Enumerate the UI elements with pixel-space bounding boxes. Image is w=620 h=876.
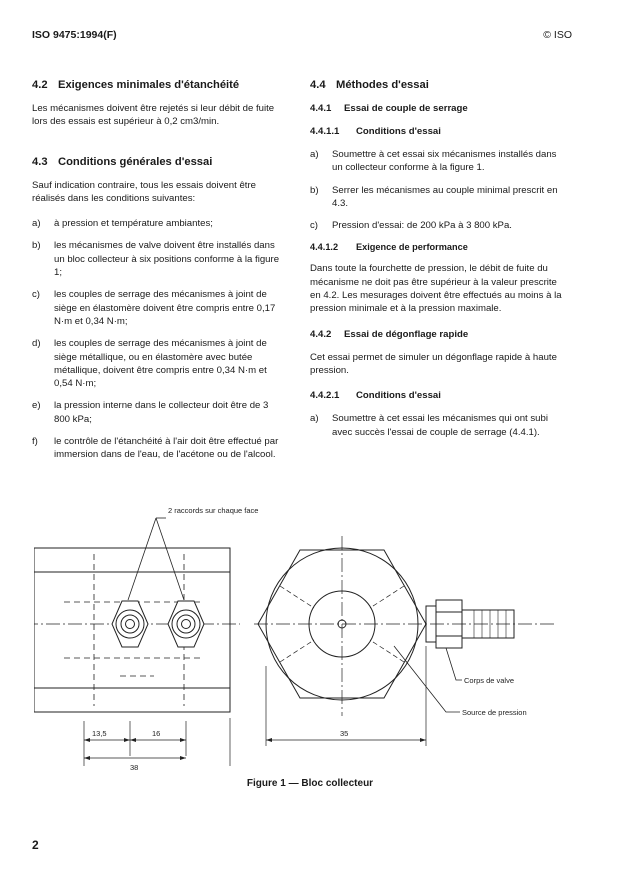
figure-caption: Figure 1 — Bloc collecteur bbox=[246, 778, 374, 789]
standard-reference: ISO 9475:1994(F) bbox=[32, 29, 117, 41]
section-title: Essai de couple de serrage bbox=[344, 103, 468, 114]
section-title: Conditions générales d'essai bbox=[58, 155, 213, 168]
dimension-label: 16 bbox=[152, 729, 161, 738]
list-item bbox=[310, 184, 562, 211]
list-item-label: e) bbox=[32, 400, 41, 412]
section-title: Conditions d'essai bbox=[356, 390, 441, 402]
section-title: Méthodes d'essai bbox=[336, 79, 429, 91]
section-number: 4.2 bbox=[32, 79, 48, 91]
section-number: 4.4 bbox=[310, 79, 326, 91]
list-item-label: f) bbox=[32, 436, 38, 448]
list-item-text: le contrôle de l'étanchéité à l'air doit être effectué par immersion dans de l'eau, de l'acétone ou de l'alcool. bbox=[54, 436, 279, 461]
callout-connections bbox=[168, 506, 258, 515]
callout-valve-body: Corps de valve bbox=[464, 676, 515, 685]
section-title: Conditions d'essai bbox=[356, 126, 441, 137]
list-item bbox=[32, 239, 282, 279]
callout-pressure-source: Source de pression bbox=[462, 708, 527, 717]
list-item-label: c) bbox=[32, 289, 40, 301]
section-4-4-1-2-body: Dans toute la fourchette de pression, le débit de fuite du mécanisme ne doit pas être supérieur à la valeur prescrite en 4.2. Les mesurages doivent être effectués au moins à la pression minimale et à la pression maximale. bbox=[310, 263, 562, 315]
list-item bbox=[32, 337, 282, 390]
list-item-text: les mécanismes de valve doivent être installés dans un bloc collecteur à six positions conforme à la figure 1; bbox=[54, 240, 280, 279]
port-connection-left bbox=[112, 601, 148, 647]
section-title: Exigences minimales d'étanchéité bbox=[58, 79, 240, 91]
section-number: 4.4.2 bbox=[310, 328, 332, 340]
section-number: 4.4.2.1 bbox=[310, 390, 340, 402]
section-4-4-heading bbox=[310, 78, 562, 92]
list-item bbox=[32, 399, 282, 426]
copyright-mark: © ISO bbox=[543, 29, 572, 41]
section-4-2-body: Les mécanismes doivent être rejetés si leur débit de fuite lors des essais est supérieur à 0,2 cm3/min. bbox=[32, 103, 275, 128]
manifold-block-drawing bbox=[34, 496, 574, 776]
list-item-text: Serrer les mécanismes au couple minimal prescrit en 4.3. bbox=[332, 184, 558, 209]
list-item bbox=[310, 412, 562, 439]
section-4-4-1-heading bbox=[310, 102, 562, 115]
list-item-label: a) bbox=[310, 413, 319, 425]
section-4-4-2-heading bbox=[310, 328, 562, 341]
list-item-label: a) bbox=[310, 149, 319, 160]
list-item-label: a) bbox=[32, 218, 41, 230]
list-item-text: Soumettre à cet essai six mécanismes installés dans un collecteur conforme à la figure 1. bbox=[332, 149, 557, 174]
list-item-label: c) bbox=[310, 220, 318, 232]
section-4-3-intro: Sauf indication contraire, tous les essais doivent être réalisés dans les conditions suivantes: bbox=[32, 179, 256, 204]
list-item-label: d) bbox=[32, 338, 41, 350]
section-4-4-1-2-heading bbox=[310, 241, 562, 253]
section-4-2-heading bbox=[32, 78, 282, 92]
callout-connections-text: 2 raccords sur chaque face bbox=[168, 506, 259, 515]
section-title: Exigence de performance bbox=[356, 242, 468, 253]
list-item-text: la pression interne dans le collecteur doit être de 3 800 kPa; bbox=[54, 400, 269, 425]
list-item-text: Pression d'essai: de 200 kPa à 3 800 kPa. bbox=[332, 220, 512, 232]
list-item-text: à pression et température ambiantes; bbox=[54, 218, 213, 230]
list-item bbox=[310, 148, 562, 175]
left-column bbox=[32, 78, 282, 471]
section-number: 4.4.1 bbox=[310, 103, 332, 114]
dimension-label: 13,5 bbox=[92, 729, 107, 738]
list-item bbox=[32, 217, 282, 230]
section-4-4-1-1-heading bbox=[310, 125, 562, 138]
right-column bbox=[310, 78, 562, 448]
section-number: 4.4.1.1 bbox=[310, 126, 340, 137]
section-number: 4.3 bbox=[32, 155, 48, 168]
list-item-text: les couples de serrage des mécanismes à joint de siège métallique, ou en élastomère avec butée métallique, doivent être compris entre 0,34 N·m et 0,54 N·m; bbox=[54, 338, 267, 390]
section-4-4-2-body: Cet essai permet de simuler un dégonflage rapide à haute pression. bbox=[310, 351, 557, 376]
list-item-label: b) bbox=[32, 240, 41, 252]
test-conditions-list bbox=[310, 148, 562, 232]
dimension-label: 38 bbox=[130, 763, 139, 772]
rapid-deflation-conditions-list bbox=[310, 412, 562, 439]
page-number: 2 bbox=[32, 838, 39, 852]
conditions-list bbox=[32, 217, 282, 461]
list-item bbox=[32, 288, 282, 328]
list-item-text: les couples de serrage des mécanismes à joint de siège en élastomère doivent être compris entre 0,17 N·m et 0,34 N·m; bbox=[54, 289, 276, 327]
dimension-label: 35 bbox=[340, 729, 349, 738]
list-item bbox=[32, 435, 282, 462]
section-4-4-2-1-heading bbox=[310, 389, 562, 402]
section-title: Essai de dégonflage rapide bbox=[344, 328, 469, 340]
section-number: 4.4.1.2 bbox=[310, 242, 339, 253]
list-item-label: b) bbox=[310, 184, 319, 196]
section-4-3-heading bbox=[32, 155, 282, 169]
port-connection-right bbox=[168, 601, 204, 647]
list-item-text: Soumettre à cet essai les mécanismes qui ont subi avec succès l'essai de couple de serrage (4.4.1). bbox=[332, 413, 548, 438]
list-item bbox=[310, 219, 562, 232]
